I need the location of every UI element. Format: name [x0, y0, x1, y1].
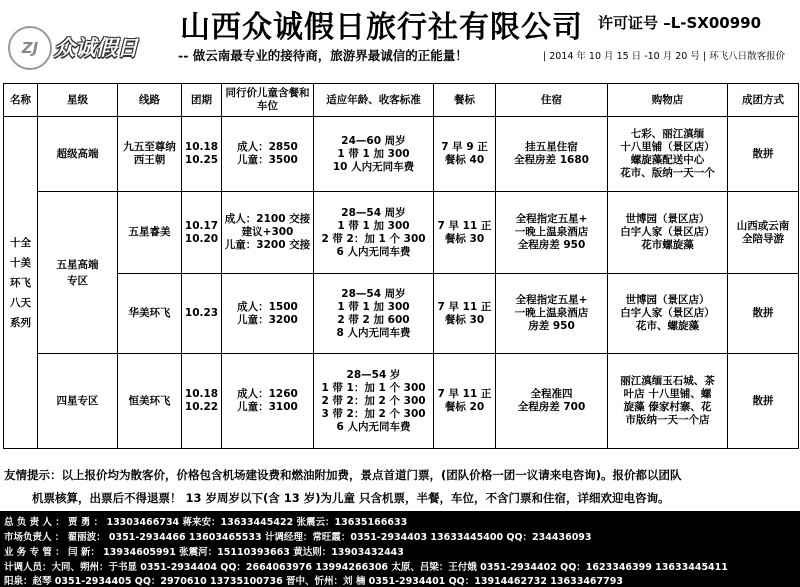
- age-line: 2 带 2 加 600: [337, 313, 410, 326]
- date: 10.18: [184, 388, 219, 400]
- group-form: 散拼: [728, 354, 799, 449]
- contact-row: 阳泉：赵琴 0351-2934405 QQ：2970610 13735100736 晋中、忻州：刘 楠 0351-2934401 QQ：13914462732 13633467793: [4, 576, 623, 587]
- age-line: 1 带 1 加 300: [337, 219, 410, 232]
- price-line: 儿童：3200 交接: [224, 239, 311, 251]
- route: 九五至尊纳西王朝: [118, 117, 182, 192]
- route: 华美环飞: [118, 274, 182, 354]
- hotel-line: 全程指定五星+: [515, 213, 588, 225]
- age-standard: [314, 192, 434, 274]
- age-line: 2 带 2：加 2 个 300: [321, 394, 426, 407]
- hotel-line: 全程指定五星+: [515, 294, 588, 306]
- company-logo: [8, 24, 174, 76]
- notice-line: 机票核算，出票后不得退票！ 13 岁周岁以下(含 13 岁)为儿童 只含机票，半餐，车位，不含门票和住宿，详细欢迎电咨询。: [32, 491, 670, 505]
- header: [0, 0, 800, 80]
- shop-line: 花市螺旋藻: [641, 239, 694, 251]
- contact-row: 业 务 专 管 ： 闫 新： 13934605991 张震河：15110393663 黄达则：13903432443: [4, 547, 404, 558]
- hotel: [496, 274, 608, 354]
- group-five-star: 五星高端专区: [38, 192, 118, 354]
- date: 10.25: [184, 154, 219, 166]
- dates: [182, 354, 222, 449]
- shops: [608, 354, 728, 449]
- shops: [608, 192, 728, 274]
- shop-line: 十八里铺（景区店）: [620, 141, 715, 153]
- table-row: [4, 117, 799, 192]
- logo-text: 众诚假日: [54, 36, 138, 60]
- hotel: [496, 192, 608, 274]
- age-line: 8 人内无同车费: [336, 326, 411, 339]
- age-line: 2 带 2：加 1 个 300: [321, 232, 426, 245]
- table-row: [4, 274, 799, 354]
- age-line: 28—54 周岁: [341, 287, 406, 300]
- route: 恒美环飞: [118, 354, 182, 449]
- shop-line: 世博园（景区店）: [625, 213, 710, 225]
- price-line: 建议+300: [241, 226, 294, 238]
- shop-line: 七彩、丽江滇缅: [630, 128, 705, 140]
- shop-line: 丽江滇缅玉石城、茶: [620, 375, 715, 387]
- hotel-line: 全程准四: [530, 388, 573, 400]
- contact-row: 总 负 责 人 ： 贾 勇 ： 13303466734 蒋来安：13633445422 张震云：13635166633: [4, 517, 408, 528]
- hotel: [496, 117, 608, 192]
- date: 10.23: [184, 307, 219, 319]
- series-name: 十全十美环飞八天系列: [4, 117, 38, 449]
- hotel-line: 房差 950: [528, 320, 575, 332]
- shop-line: 花市、螺旋藻: [636, 320, 699, 332]
- price-line: 成人：2850: [237, 141, 298, 153]
- shop-line: 花市、版纳一天一个: [620, 167, 715, 179]
- date: 10.22: [184, 401, 219, 413]
- age-line: 28—54 周岁: [341, 206, 406, 219]
- group-super: 超级高端: [38, 117, 118, 192]
- price-line: 成人：1500: [237, 300, 298, 313]
- meal: [434, 192, 496, 274]
- price-line: 成人：2100 交接: [224, 213, 311, 225]
- meal-line: 7 早 9 正: [441, 141, 488, 153]
- col-meal: 餐标: [434, 84, 496, 117]
- hotel-line: 全程房差 700: [517, 401, 586, 413]
- hotel-line: 挂五星住宿: [525, 141, 578, 153]
- date: 10.17: [184, 219, 219, 232]
- hotel: [496, 354, 608, 449]
- shops: [608, 117, 728, 192]
- route: 五星睿美: [118, 192, 182, 274]
- price-line: 成人：1260: [237, 388, 298, 400]
- price-line: 儿童：3500: [237, 154, 298, 166]
- age-line: 1 带 1 加 300: [337, 147, 410, 160]
- shop-line: 螺旋藻配送中心: [630, 154, 705, 166]
- price-table: [3, 83, 799, 449]
- dates: [182, 274, 222, 354]
- col-route: 线路: [118, 84, 182, 117]
- age-standard: [314, 274, 434, 354]
- hotel-line: 全程房差 1680: [514, 154, 589, 166]
- dates: [182, 117, 222, 192]
- price-line: 儿童：3100: [237, 401, 298, 413]
- price: [222, 192, 314, 274]
- hotel-line: 一晚上温泉酒店: [514, 226, 589, 238]
- price: [222, 117, 314, 192]
- group-form: 山西或云南全陪导游: [728, 192, 799, 274]
- group-four-star: 四星专区: [38, 354, 118, 449]
- age-line: 6 人内无同车费: [336, 245, 411, 258]
- price-line: 儿童：3200: [237, 313, 298, 326]
- col-form: 成团方式: [728, 84, 799, 117]
- shop-line: 市版纳一天一个店: [625, 414, 710, 426]
- shop-line: 旋藻 傣家村寨、花: [623, 401, 712, 413]
- meal-line: 餐标 40: [444, 154, 485, 166]
- price: [222, 274, 314, 354]
- dates: [182, 192, 222, 274]
- age-line: 24—60 周岁: [341, 134, 406, 147]
- meal: [434, 117, 496, 192]
- shop-line: 世博园（景区店）: [625, 294, 710, 306]
- shop-line: 白宇人家（景区店）: [620, 307, 715, 319]
- meal: [434, 274, 496, 354]
- price-period: | 2014 年 10 月 15 日 -10 月 20 号 | 环飞八日散客报价: [543, 51, 786, 62]
- group-form: 散拼: [728, 117, 799, 192]
- price: [222, 354, 314, 449]
- contact-row: 市场负责人 ： 翟丽波： 0351-2934466 13603465533 计调经理：常旺霞：0351-2934403 13633445400 QQ：234436093: [4, 532, 592, 543]
- meal-line: 餐标 20: [444, 401, 485, 413]
- friendly-notice: [4, 464, 796, 510]
- shops: [608, 274, 728, 354]
- shop-line: 叶店 十八里铺、螺: [623, 388, 712, 400]
- group-form: 散拼: [728, 274, 799, 354]
- meal-line: 7 早 11 正: [437, 388, 492, 400]
- notice-line: 友情提示：以上报价均为散客价，价格包含机场建设费和燃油附加费，景点首道门票，(团队价格一团一议请来电咨询)。报价都以团队: [4, 468, 682, 482]
- meal-line: 餐标 30: [444, 313, 485, 326]
- meal: [434, 354, 496, 449]
- age-line: 1 带 1 加 300: [337, 300, 410, 313]
- company-name: 山西众诚假日旅行社有限公司: [180, 10, 583, 45]
- age-standard: [314, 354, 434, 449]
- age-standard: [314, 117, 434, 192]
- meal-line: 餐标 30: [444, 232, 485, 245]
- license-number: 许可证号 –L-SX00990: [598, 14, 762, 32]
- col-hotel: 住宿: [496, 84, 608, 117]
- slogan: -- 做云南最专业的接待商，旅游界最诚信的正能量！: [178, 48, 468, 63]
- hotel-line: 一晚上温泉酒店: [514, 307, 589, 319]
- col-dates: 团期: [182, 84, 222, 117]
- table-row: [4, 192, 799, 274]
- date: 10.18: [184, 141, 219, 153]
- col-name: 名称: [4, 84, 38, 117]
- hotel-line: 全程房差 950: [517, 239, 586, 251]
- logo-mark: ZJ: [8, 26, 52, 70]
- contact-row: 计调人员：大同、朔州：于书显 0351-2934404 QQ：2664063976 13994266306 太原、吕梁：王付娥 0351-2934402 QQ：1623346399 13633445411: [4, 562, 728, 573]
- age-line: 3 带 2：加 2 个 300: [321, 407, 426, 420]
- date: 10.20: [184, 232, 219, 245]
- meal-line: 7 早 11 正: [437, 300, 492, 313]
- col-star: 星级: [38, 84, 118, 117]
- col-age: 适应年龄、收客标准: [314, 84, 434, 117]
- table-row: [4, 354, 799, 449]
- age-line: 1 带 1：加 1 个 300: [321, 381, 426, 394]
- shop-line: 白宇人家（景区店）: [620, 226, 715, 238]
- age-line: 6 人内无同车费: [336, 420, 411, 433]
- age-line: 10 人内无同车费: [332, 160, 415, 173]
- table-header-row: [4, 84, 799, 117]
- col-price: 同行价儿童含餐和车位: [222, 84, 314, 117]
- age-line: 28—54 岁: [346, 368, 401, 381]
- meal-line: 7 早 11 正: [437, 219, 492, 232]
- contact-footer: [0, 511, 800, 587]
- col-shops: 购物店: [608, 84, 728, 117]
